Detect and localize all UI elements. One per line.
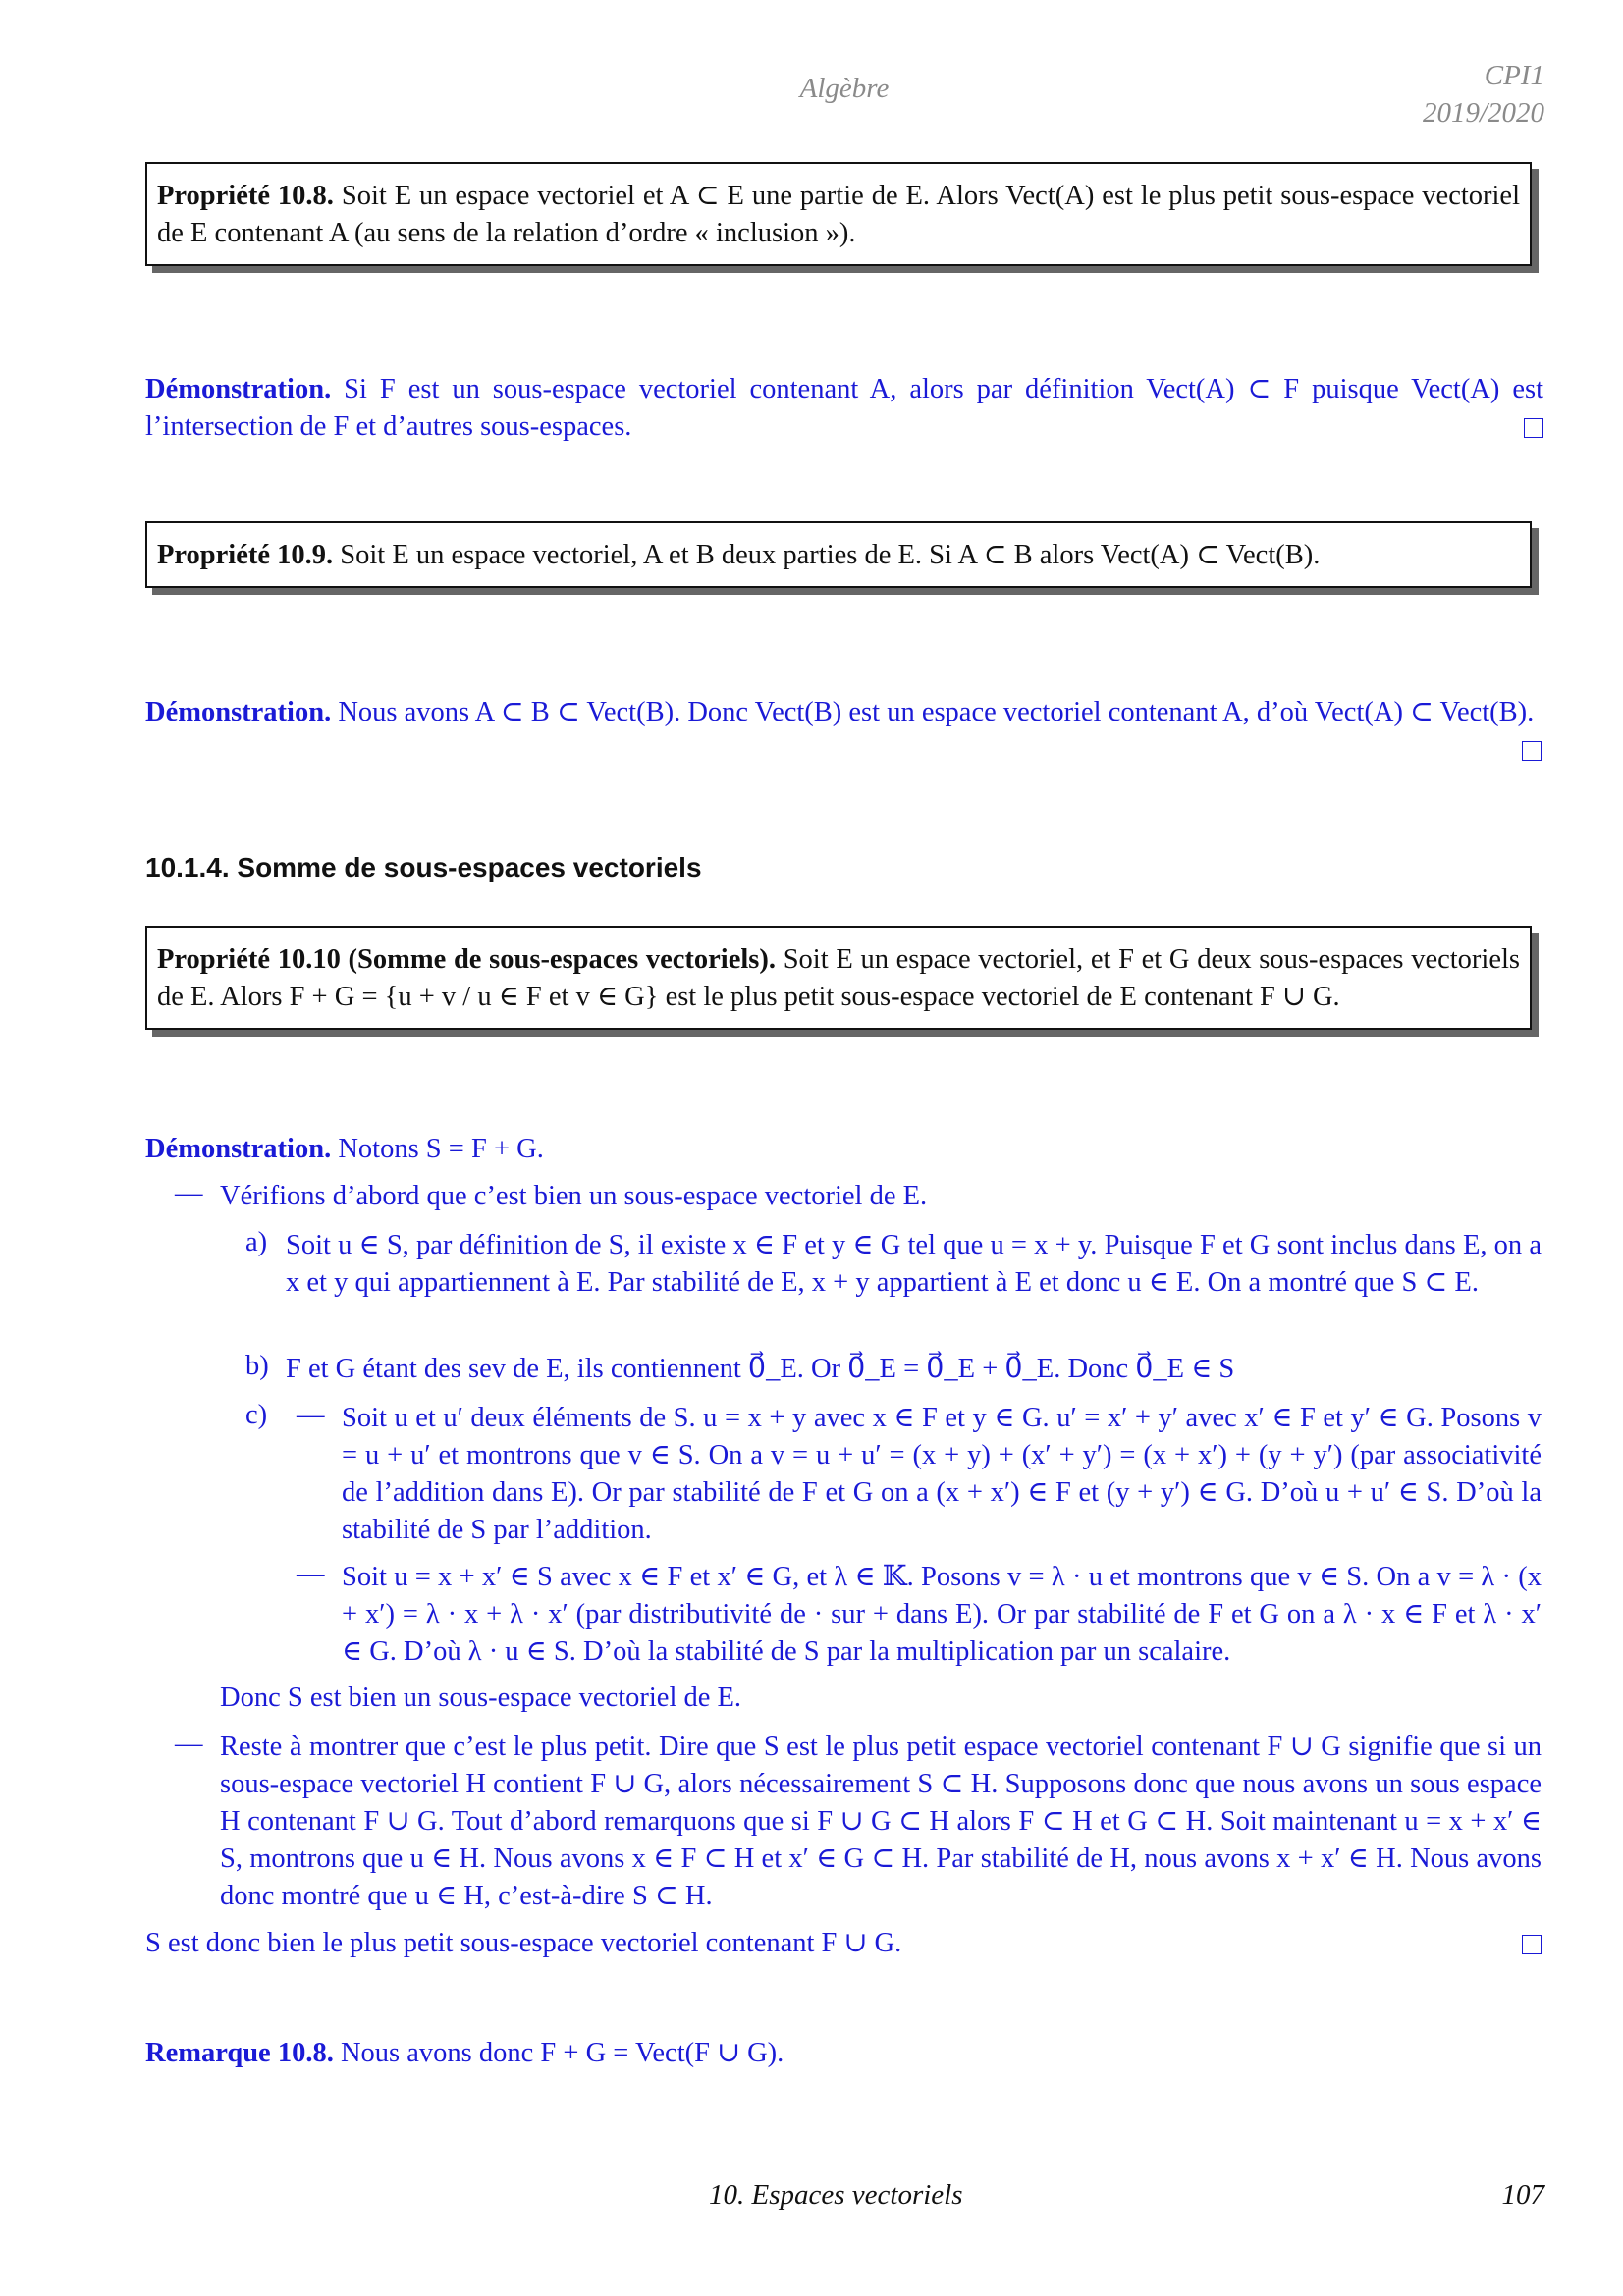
section-heading: 10.1.4. Somme de sous-espaces vectoriels <box>145 852 702 882</box>
qed-square-icon <box>1522 1935 1542 1954</box>
property-10-8-text: Soit E un espace vectoriel et A ⊂ E une partie de E. Alors Vect(A) est le plus petit sous-espace vectoriel de E contenant A (au sens de la relation d’ordre « inclusion »). <box>157 181 1520 248</box>
demonstration-3-final <box>145 1925 1542 1962</box>
item-b-marker: b) <box>245 1351 269 1381</box>
item-c1-text: Soit u et u′ deux éléments de S. u = x + y avec x ∈ F et y ∈ G. u′ = x′ + y′ avec x′ ∈ F et y′ ∈ G. Posons v = u + u′ et montrons que v ∈ S. On a v = u + u′ = (x + y) + (x′ + y′) = (x + x′) + (y + y′) (par associativité de l’addition dans E). Or par stabilité de F et G on a (x + x′) ∈ F et (y + y′) ∈ G. D’où u + u′ ∈ S. D’où la stabilité de S par l’addition. <box>342 1403 1542 1545</box>
list-dash: — <box>297 1400 325 1430</box>
footer-chapter: 10. Espaces vectoriels <box>709 2179 963 2211</box>
qed-square-icon <box>1524 418 1543 438</box>
property-10-9-box <box>145 521 1532 588</box>
point-2-text: Reste à montrer que c’est le plus petit. Dire que S est le plus petit espace vectoriel contenant F ∪ G signifie que si un sous-espace vectoriel H contient F ∪ G, alors nécessairement S ⊂ H. Supposons donc que nous avons un sous espace H contenant F ∪ G. Tout d’abord remarquons que si F ∪ G ⊂ H alors F ⊂ H et G ⊂ H. Soit maintenant u = x + x′ ∈ S, montrons que u ∈ H. Nous avons x ∈ F ⊂ H et x′ ∈ G ⊂ H. Par stabilité de H, nous avons x + x′ ∈ H. Nous avons donc montré que u ∈ H, c’est-à-dire S ⊂ H. <box>220 1732 1542 1911</box>
property-10-8-box <box>145 162 1532 266</box>
point-1-text: Vérifions d’abord que c’est bien un sous-espace vectoriel de E. <box>220 1181 928 1211</box>
item-a-marker: a) <box>245 1227 268 1257</box>
property-10-10-label: Propriété 10.10 (Somme de sous-espaces vectoriels). <box>157 944 776 975</box>
list-dash: — <box>297 1559 325 1589</box>
demonstration-3-intro <box>145 1131 1542 1168</box>
header-course-info <box>1423 57 1544 132</box>
item-c2-text: Soit u = x + x′ ∈ S avec x ∈ F et x′ ∈ G, et λ ∈ 𝕂. Posons v = λ · u et montrons que v ∈ S. On a v = λ · (x + x′) = λ · x + λ · x′ (par distributivité de · sur + dans E). Or par stabilité de F et G on a λ · x ∈ F et λ · x′ ∈ G. D’où λ · u ∈ S. D’où la stabilité de S par la multiplication par un scalaire. <box>342 1562 1542 1667</box>
demonstration-3-intro-text: Notons S = F + G. <box>338 1134 544 1164</box>
demonstration-1 <box>145 371 1543 446</box>
demonstration-2 <box>145 694 1542 761</box>
header-course: CPI1 <box>1484 60 1544 91</box>
property-10-10-box <box>145 926 1532 1030</box>
demonstration-2-text: Nous avons A ⊂ B ⊂ Vect(B). Donc Vect(B) est un espace vectoriel contenant A, d’où Vect(A) ⊂ Vect(B). <box>338 697 1535 727</box>
demonstration-1-text: Si F est un sous-espace vectoriel contenant A, alors par définition Vect(A) ⊂ F puisque Vect(A) est l’intersection de F et d’autres sous-espaces. <box>145 374 1543 442</box>
property-10-9-text: Soit E un espace vectoriel, A et B deux parties de E. Si A ⊂ B alors Vect(A) ⊂ Vect(B). <box>340 540 1321 570</box>
property-10-9-label: Propriété 10.9. <box>157 540 334 570</box>
footer-page-number: 107 <box>1501 2179 1544 2211</box>
property-10-8-label: Propriété 10.8. <box>157 181 334 211</box>
remark-10-8-text: Nous avons donc F + G = Vect(F ∪ G). <box>340 2038 784 2068</box>
qed-square-icon <box>1522 741 1542 761</box>
item-b-text: F et G étant des sev de E, ils contiennent 0⃗_E. Or 0⃗_E = 0⃗_E + 0⃗_E. Donc 0⃗_E ∈ S <box>286 1354 1235 1384</box>
header-year: 2019/2020 <box>1422 97 1544 129</box>
list-dash: — <box>175 1178 203 1208</box>
property-10-10-text: Soit E un espace vectoriel, et F et G deux sous-espaces vectoriels de E. Alors F + G = {u + v / u ∈ F et v ∈ G} est le plus petit sous-espace vectoriel de E contenant F ∪ G. <box>157 944 1520 1012</box>
list-dash: — <box>175 1729 203 1759</box>
item-a-text: Soit u ∈ S, par définition de S, il existe x ∈ F et y ∈ G tel que u = x + y. Puisque F et G sont inclus dans E, on a x et y qui appartiennent à E. Par stabilité de E, x + y appartient à E et donc u ∈ E. On a montré que S ⊂ E. <box>286 1230 1542 1298</box>
item-c-marker: c) <box>245 1400 268 1430</box>
demonstration-2-label: Démonstration. <box>145 697 332 727</box>
conclusion-1: Donc S est bien un sous-espace vectoriel de E. <box>220 1682 742 1713</box>
remark-10-8 <box>145 2035 1542 2072</box>
remark-10-8-label: Remarque 10.8. <box>145 2038 334 2068</box>
header-subject: Algèbre <box>799 73 890 104</box>
demonstration-1-label: Démonstration. <box>145 374 332 404</box>
demonstration-3-label: Démonstration. <box>145 1134 332 1164</box>
final-text: S est donc bien le plus petit sous-espace vectoriel contenant F ∪ G. <box>145 1928 902 1958</box>
